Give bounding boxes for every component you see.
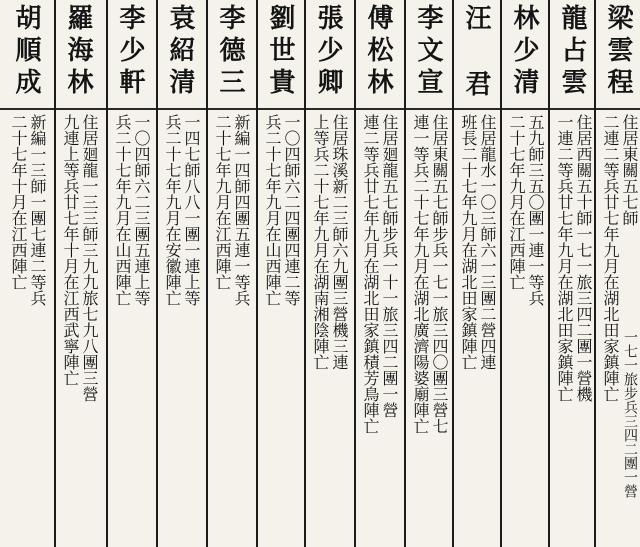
column-rule <box>156 0 158 547</box>
entry-name: 李少軒 <box>115 4 145 100</box>
entry-note-line2: 兵二十七年九月在山西陣亡 <box>263 114 282 306</box>
entry-name: 李德三 <box>215 4 245 100</box>
entry-note-line2: 二十七年十月在江西陣亡 <box>9 114 28 290</box>
entry-name: 梁雲程 <box>603 4 633 100</box>
column-rule <box>594 0 596 547</box>
entry-note-line2: 九連上等兵廿七年十月在江西武寧陣亡 <box>61 114 80 386</box>
entry-note-line1: 新編一四師四團五連一等兵 <box>232 114 251 306</box>
column-rule <box>256 0 258 547</box>
entry-name: 傅松林 <box>363 4 393 100</box>
entry-note-line2: 兵二十七年九月在山西陣亡 <box>113 114 132 306</box>
column-rule <box>106 0 108 547</box>
entry-name: 劉世貴 <box>265 4 295 100</box>
entry-column <box>56 0 100 547</box>
entry-note-line1: 住居東關五七師步兵一七一旅三四〇團三營七 <box>430 114 449 434</box>
entry-column <box>158 0 202 547</box>
entry-note-line1: 住居龍水一〇三師六一三團二營四連 <box>478 114 497 370</box>
entry-note-line1: 住居廻龍一三三師三九九旅七九八團三營 <box>80 114 99 402</box>
column-rule <box>354 0 356 547</box>
entry-note-line1: 一四七師八八一團一連上等 <box>182 114 201 306</box>
entry-column <box>356 0 400 547</box>
column-rule <box>304 0 306 547</box>
column-rule <box>54 0 56 547</box>
entry-column <box>258 0 302 547</box>
entry-name: 李文宣 <box>413 4 443 100</box>
entry-note-line1: 一〇四師六二三團五連上等 <box>132 114 151 306</box>
column-rule <box>548 0 550 547</box>
column-rule <box>500 0 502 547</box>
entry-note-line1: 住居東關五七師 <box>620 114 639 226</box>
entry-name: 張少卿 <box>313 4 343 100</box>
entry-name: 羅海林 <box>63 4 93 100</box>
entry-note-line2: 二十七年九月在江西陣亡 <box>507 114 526 290</box>
entry-column <box>502 0 546 547</box>
entry-note-line2: 兵二十七年九月在安徽陣亡 <box>163 114 182 306</box>
entry-column <box>208 0 252 547</box>
entry-name: 胡順成 <box>11 4 41 100</box>
entry-column <box>454 0 498 547</box>
entry-note-continuation: 一七一旅步兵三四二團一營 <box>622 330 638 498</box>
entry-note-line2: 連一等兵二十七年九月在湖北廣濟陽婆廟陣亡 <box>411 114 430 434</box>
entry-note-line2: 二連二等兵廿七年九月在湖北田家鎮陣亡 <box>601 114 620 402</box>
entry-name: 龍占雲 <box>557 4 587 100</box>
entry-note-line2: 上等兵二十七年九月在湖南湘陰陣亡 <box>311 114 330 370</box>
entry-note-line2: 二十七年九月在江西陣亡 <box>213 114 232 290</box>
entry-note-line1: 住居廻龍五七師步兵一十一旅三四二團一營 <box>380 114 399 418</box>
entry-name: 袁紹清 <box>165 4 195 100</box>
entry-note-line1: 一〇四師六二四團四連二等 <box>282 114 301 306</box>
entry-column <box>306 0 350 547</box>
entry-note-line1: 新編一三師一團七連二等兵 <box>28 114 47 306</box>
entry-name: 林少清 <box>509 4 539 100</box>
entry-note-line1: 住居珠溪新二三師六九團三營機三連 <box>330 114 349 370</box>
entry-note-line2: 連二等兵廿七年九月在湖北田家鎮積芳鳥陣亡 <box>361 114 380 434</box>
entry-column <box>108 0 152 547</box>
entry-name: 汪君 <box>461 4 491 136</box>
column-rule <box>404 0 406 547</box>
entry-note-line2: 一連二等兵廿七年九月在湖北田家鎮陣亡 <box>555 114 574 402</box>
column-rule <box>452 0 454 547</box>
entry-column <box>406 0 450 547</box>
entry-column <box>550 0 594 547</box>
column-rule <box>206 0 208 547</box>
entry-note-line1: 五九師三五〇團一連一等兵 <box>526 114 545 306</box>
entry-note-line2: 班長二十七年九月在湖北田家鎮陣亡 <box>459 114 478 370</box>
entry-note-line1: 住居西關五十師一七一旅三四二團一營機 <box>574 114 593 402</box>
entry-column <box>4 0 48 547</box>
